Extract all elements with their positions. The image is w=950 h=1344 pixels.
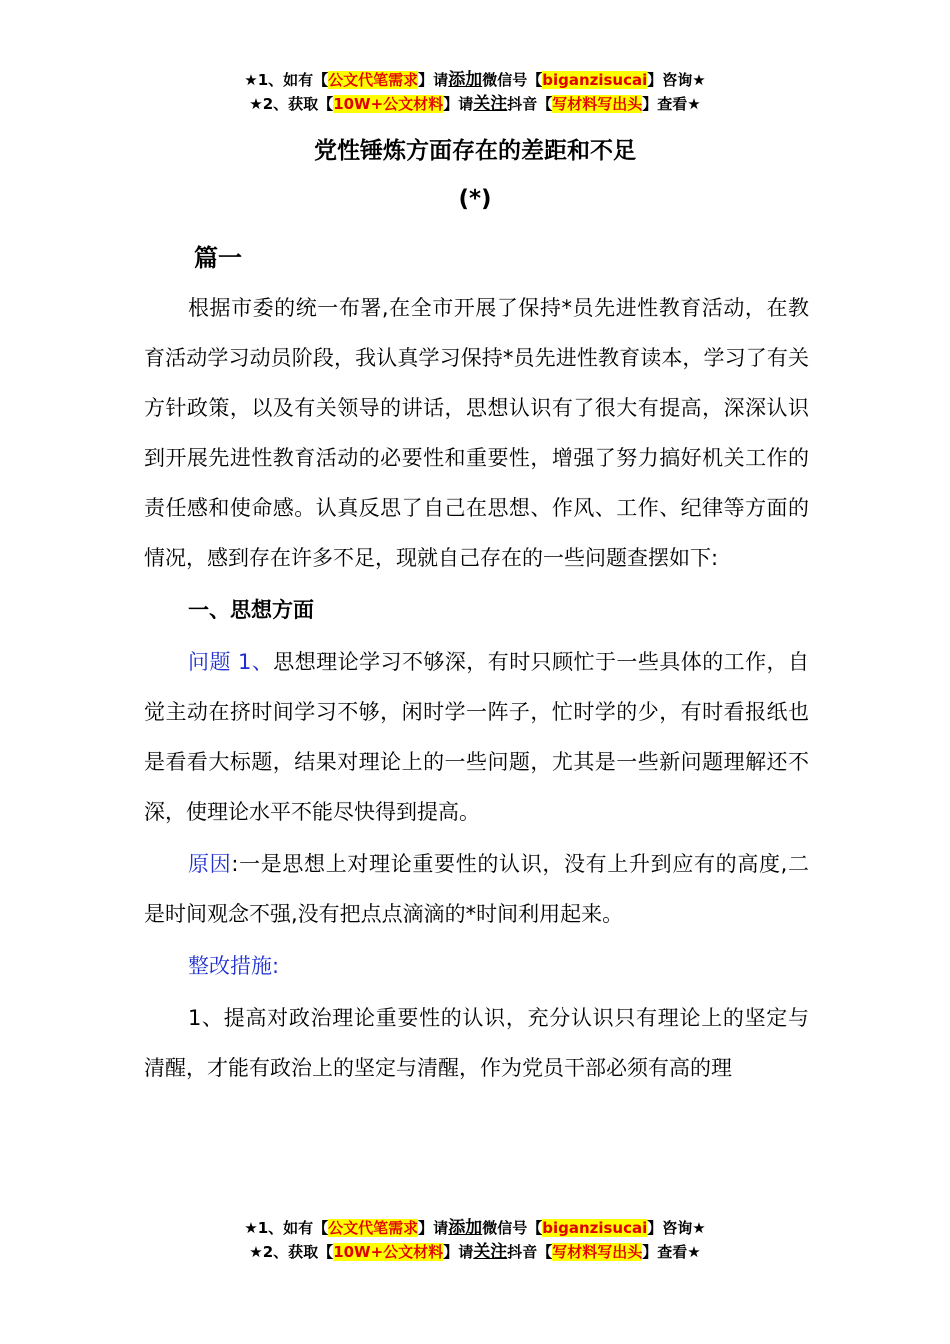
promo-line-1 (0, 68, 950, 92)
measures-heading: 整改措施: (188, 954, 280, 978)
promo-text: 抖音【 (507, 95, 553, 113)
reason-label: 原因 (188, 852, 232, 876)
promo-highlight: 写材料写出头 (552, 1243, 643, 1261)
promo-line-2 (0, 1240, 950, 1264)
promo-text: 】查看★ (642, 1243, 701, 1261)
promo-text: ★2、获取【 (249, 1243, 334, 1261)
problem-paragraph (144, 637, 809, 837)
promo-text: ★1、如有【 (244, 1219, 329, 1237)
promo-highlight: 公文代笔需求 (328, 1219, 419, 1237)
document-body (144, 283, 809, 1093)
intro-paragraph: 根据市委的统一布署,在全市开展了保持*员先进性教育活动，在教育活动学习动员阶段，我认真学习保持*员先进性教育读本，学习了有关方针政策，以及有关领导的讲话，思想认识有了很大有提高，深深认识到开展先进性教育活动的必要性和重要性，增强了努力搞好机关工作的责任感和使命感。认真反思了自己在思想、作风、工作、纪律等方面的情况，感到存在许多不足，现就自己存在的一些问题查摆如下: (144, 296, 809, 570)
section-heading: 一、思想方面 (188, 598, 314, 622)
promo-text: 】请 (418, 71, 449, 89)
promo-line-1 (0, 1216, 950, 1240)
promo-highlight: 10W+公文材料 (333, 1243, 444, 1261)
promo-text: 】请 (443, 1243, 474, 1261)
promo-highlight: 写材料写出头 (552, 95, 643, 113)
problem-label: 问题 1、 (188, 650, 274, 674)
promo-text: 】请 (418, 1219, 449, 1237)
promo-text: ★1、如有【 (244, 71, 329, 89)
promo-highlight: biganzisucai (542, 1219, 648, 1237)
promo-highlight: 公文代笔需求 (328, 71, 419, 89)
promo-highlight: 10W+公文材料 (333, 95, 444, 113)
promo-underline: 关注 (473, 94, 508, 114)
promo-line-2 (0, 92, 950, 116)
promo-text: ★2、获取【 (249, 95, 334, 113)
promo-banner-top (0, 68, 950, 116)
reason-paragraph (144, 839, 809, 939)
problem-text: 思想理论学习不够深，有时只顾忙于一些具体的工作，自觉主动在挤时间学习不够，闲时学一阵子，忙时学的少，有时看报纸也是看看大标题，结果对理论上的一些问题，尤其是一些新问题理解还不深，使理论水平不能尽快得到提高。 (144, 650, 809, 824)
reason-text: :一是思想上对理论重要性的认识，没有上升到应有的高度,二是时间观念不强,没有把点点滴滴的*时间利用起来。 (144, 852, 809, 926)
measure-paragraph: 1、提高对政治理论重要性的认识，充分认识只有理论上的坚定与清醒，才能有政治上的坚定与清醒，作为党员干部必须有高的理 (144, 1006, 809, 1080)
promo-underline: 添加 (448, 70, 483, 90)
promo-text: 微信号【 (482, 71, 543, 89)
promo-text: 抖音【 (507, 1243, 553, 1261)
promo-text: 】咨询★ (647, 1219, 706, 1237)
promo-banner-bottom (0, 1216, 950, 1264)
promo-text: 】请 (443, 95, 474, 113)
promo-text: 】咨询★ (647, 71, 706, 89)
document-title: 党性锤炼方面存在的差距和不足 (314, 138, 636, 164)
part-heading: 篇一 (194, 244, 242, 272)
promo-text: 微信号【 (482, 1219, 543, 1237)
promo-underline: 添加 (448, 1218, 483, 1238)
document-subtitle: (*) (458, 186, 492, 212)
promo-highlight: biganzisucai (542, 71, 648, 89)
promo-text: 】查看★ (642, 95, 701, 113)
promo-underline: 关注 (473, 1242, 508, 1262)
